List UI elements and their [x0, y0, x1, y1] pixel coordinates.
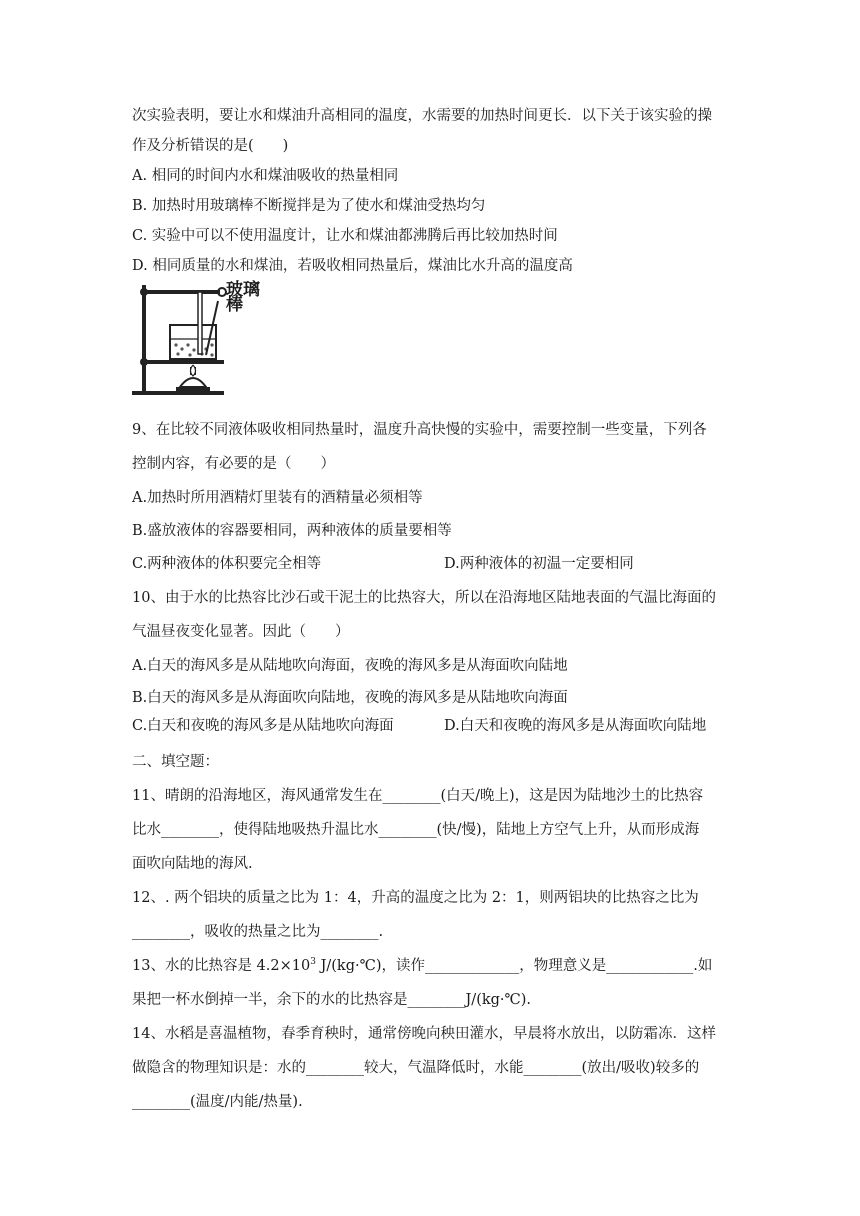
- q8-option-c: C. 实验中可以不使用温度计，让水和煤油都沸腾后再比较加热时间: [132, 228, 558, 244]
- section-fill-in-heading: 二、填空题：: [132, 754, 219, 770]
- q14-line1: 14、水稻是喜温植物，春季育秧时，通常傍晚向秧田灌水，早晨将水放出，以防霜冻．这样: [132, 1026, 716, 1042]
- apparatus-illustration: [128, 280, 288, 398]
- q10-option-c: C.白天和夜晚的海风多是从陆地吹向海面: [132, 718, 394, 734]
- q9-option-c: C.两种液体的体积要完全相等: [132, 556, 322, 572]
- q8-stem-line2: 作及分析错误的是( ): [132, 138, 289, 154]
- q12-line2: ________，吸收的热量之比为________.: [132, 924, 384, 940]
- q10-stem-line2: 气温昼夜变化显著。因此（ ）: [132, 624, 350, 640]
- q11-line1: 11、晴朗的沿海地区，海风通常发生在________(白天/晚上)，这是因为陆地沙土的比热容: [132, 788, 704, 804]
- q8-option-b: B. 加热时用玻璃棒不断搅拌是为了使水和煤油受热均匀: [132, 198, 486, 214]
- q10-option-b: B.白天的海风多是从海面吹向陆地，夜晚的海风多是从陆地吹向海面: [132, 690, 568, 706]
- q8-option-a: A. 相同的时间内水和煤油吸收的热量相同: [132, 168, 399, 184]
- q8-stem-line1: 次实验表明，要让水和煤油升高相同的温度，水需要的加热时间更长．以下关于该实验的操: [132, 108, 712, 124]
- q13-line1: 13、水的比热容是 $4.2\times 10^3$ J/(kg·℃)，读作_____________，物理意义是____________.如: [132, 957, 713, 974]
- q10-stem-line1: 10、由于水的比热容比沙石或干泥土的比热容大，所以在沿海地区陆地表面的气温比海面的: [132, 590, 716, 606]
- heating-apparatus-figure: [128, 280, 288, 402]
- q9-option-a: A.加热时所用酒精灯里装有的酒精量必须相等: [132, 490, 423, 506]
- glass-rod-label: 玻璃 棒: [226, 280, 260, 315]
- q11-line3: 面吹向陆地的海风.: [132, 856, 253, 872]
- q9-option-d: D.两种液体的初温一定要相同: [444, 556, 634, 572]
- q14-line3: ________(温度/内能/热量).: [132, 1094, 303, 1110]
- q12-line1: 12、. 两个铝块的质量之比为 1：4，升高的温度之比为 2：1，则两铝块的比热容之比为: [132, 890, 699, 906]
- q9-stem-line1: 9、在比较不同液体吸收相同热量时，温度升高快慢的实验中，需要控制一些变量，下列各: [132, 422, 707, 438]
- q14-line2: 做隐含的物理知识是：水的________较大，气温降低时，水能________(放出/吸收)较多的: [132, 1060, 700, 1076]
- q9-stem-line2: 控制内容，有必要的是（ ）: [132, 456, 335, 472]
- q13-line2: 果把一杯水倒掉一半，余下的水的比热容是________J/(kg·℃).: [132, 992, 532, 1008]
- q8-option-d: D. 相同质量的水和煤油，若吸收相同热量后，煤油比水升高的温度高: [132, 258, 573, 274]
- q9-option-b: B.盛放液体的容器要相同，两种液体的质量要相等: [132, 523, 452, 539]
- q11-line2: 比水________，使得陆地吸热升温比水________(快/慢)，陆地上方空气上升，从而形成海: [132, 822, 700, 838]
- q10-option-d: D.白天和夜晚的海风多是从海面吹向陆地: [444, 718, 707, 734]
- q10-option-a: A.白天的海风多是从陆地吹向海面，夜晚的海风多是从海面吹向陆地: [132, 658, 568, 674]
